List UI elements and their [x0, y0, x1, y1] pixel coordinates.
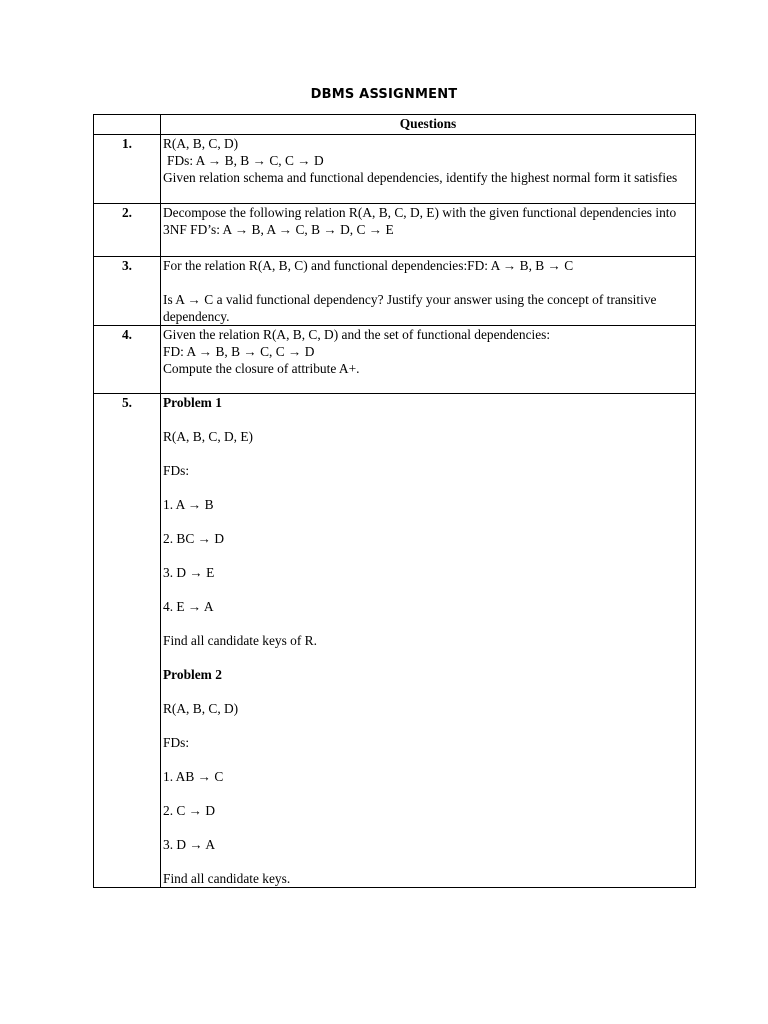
document-title: DBMS ASSIGNMENT	[310, 87, 458, 102]
problem-task: Find all candidate keys of R.	[163, 633, 317, 648]
fd-item: 4. E → A	[163, 599, 214, 614]
question-line: R(A, B, C, D)	[163, 136, 239, 151]
problem-heading: Problem 2	[163, 667, 222, 682]
number-column-header	[94, 115, 161, 135]
question-line: Given the relation R(A, B, C, D) and the set of functional dependencies:	[163, 327, 551, 342]
question-line: Is A → C a valid functional dependency? Justify your answer using the concept of transitive dependency.	[163, 292, 660, 324]
table-row	[94, 394, 696, 888]
question-text	[161, 326, 696, 394]
table-row	[94, 326, 696, 394]
question-number: 2.	[94, 204, 161, 257]
fd-item: 1. AB → C	[163, 769, 224, 784]
question-text	[161, 204, 696, 257]
question-text	[161, 257, 696, 326]
problem-relation: R(A, B, C, D)	[163, 701, 239, 716]
question-text	[161, 135, 696, 204]
fds-label: FDs:	[163, 735, 190, 750]
fd-item: 3. D → E	[163, 565, 215, 580]
fd-item: 1. A → B	[163, 497, 214, 512]
fds-label: FDs:	[163, 463, 190, 478]
question-number: 4.	[94, 326, 161, 394]
problem-relation: R(A, B, C, D, E)	[163, 429, 254, 444]
fd-item: 2. BC → D	[163, 531, 225, 546]
table-row	[94, 204, 696, 257]
question-number: 3.	[94, 257, 161, 326]
blank-line	[163, 274, 693, 291]
table-header-row	[94, 115, 696, 135]
question-number: 1.	[94, 135, 161, 204]
question-number: 5.	[94, 394, 161, 888]
question-line: FDs: A → B, B → C, C → D	[167, 153, 324, 168]
problem-heading: Problem 1	[163, 395, 222, 410]
question-line: Given relation schema and functional dependencies, identify the highest normal form it satisfies	[163, 170, 678, 185]
question-line: For the relation R(A, B, C) and functional dependencies:FD: A → B, B → C	[163, 258, 574, 273]
questions-table	[93, 114, 696, 888]
fd-item: 2. C → D	[163, 803, 216, 818]
question-line: FD: A → B, B → C, C → D	[163, 344, 315, 359]
table-row	[94, 257, 696, 326]
table-row	[94, 135, 696, 204]
question-line: Compute the closure of attribute A+.	[163, 361, 360, 376]
question-line: Decompose the following relation R(A, B, C, D, E) with the given functional dependencies into 3NF FD’s: A → B, A → C, B → D, C → E	[163, 205, 680, 237]
fd-item: 3. D → A	[163, 837, 216, 852]
questions-column-header: Questions	[161, 115, 696, 135]
problem-task: Find all candidate keys.	[163, 871, 291, 886]
question-text	[161, 394, 696, 888]
